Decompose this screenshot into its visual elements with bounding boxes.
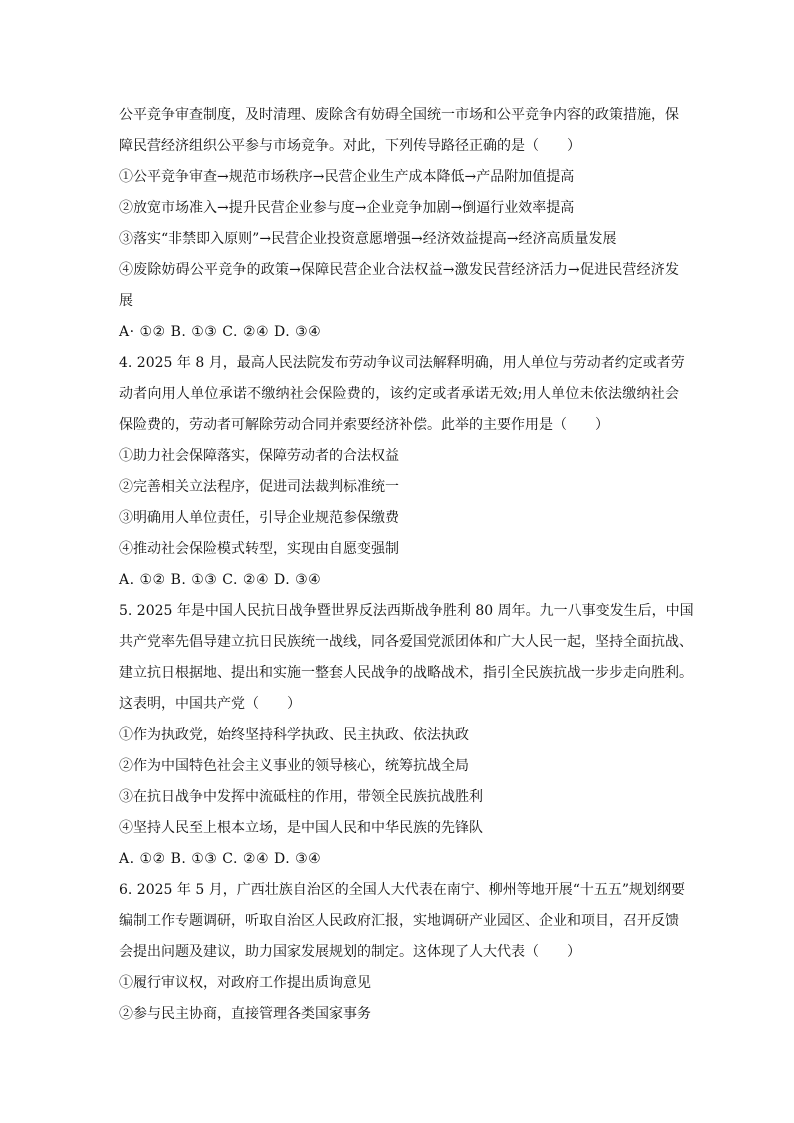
exam-content bbox=[119, 100, 694, 1030]
answer-item: ③明确用人单位责任，引导企业规范参保缴费 bbox=[119, 510, 399, 526]
question-stem-line: 共产党率先倡导建立抗日民族统一战线，同各爱国党派团体和广大人民一起，坚持全面抗战、 bbox=[119, 634, 693, 650]
question-stem-line: 保险费的，劳动者可解除劳动合同并索要经济补偿。此举的主要作用是（ ） bbox=[119, 417, 609, 433]
question-stem-line: 会提出问题及建议，助力国家发展规划的制定。这体现了人大代表（ ） bbox=[119, 944, 581, 960]
answer-item: ①助力社会保障落实，保障劳动者的合法权益 bbox=[119, 448, 399, 464]
answer-item: ④推动社会保险模式转型，实现由自愿变强制 bbox=[119, 541, 399, 557]
question-3 bbox=[119, 100, 679, 348]
answer-item: ④坚持人民至上根本立场，是中国人民和中华民族的先锋队 bbox=[119, 820, 483, 836]
answer-item: ③在抗日战争中发挥中流砥柱的作用，带领全民族抗战胜利 bbox=[119, 789, 483, 805]
answer-options: A· ①② B. ①③ C. ②④ D. ③④ bbox=[119, 324, 322, 340]
question-stem-line: 编制工作专题调研，听取自治区人民政府汇报，实地调研产业园区、企业和项目，召开反馈 bbox=[119, 913, 679, 929]
answer-item: ②作为中国特色社会主义事业的领导核心，统筹抗战全局 bbox=[119, 758, 469, 774]
answer-item: ②参与民主协商，直接管理各类国家事务 bbox=[119, 1006, 371, 1022]
answer-item: ③落实“非禁即入原则”→民营企业投资意愿增强→经济效益提高→经济高质量发展 bbox=[119, 231, 617, 247]
question-4 bbox=[119, 348, 685, 596]
question-6 bbox=[119, 875, 686, 1030]
question-stem-line: 障民营经济组织公平参与市场竞争。对此，下列传导路径正确的是（ ） bbox=[119, 138, 581, 154]
answer-item: ①公平竞争审查→规范市场秩序→民营企业生产成本降低→产品附加值提高 bbox=[119, 169, 575, 185]
question-stem-line: 建立抗日根据地、提出和实施一整套人民战争的战略战术，指引全民族抗战一步步走向胜利。 bbox=[119, 665, 693, 681]
question-5 bbox=[119, 596, 694, 875]
question-stem-line: 公平竞争审查制度，及时清理、废除含有妨碍全国统一市场和公平竞争内容的政策措施，保 bbox=[119, 107, 679, 123]
answer-item: ②完善相关立法程序，促进司法裁判标准统一 bbox=[119, 479, 399, 495]
answer-item: ①作为执政党，始终坚持科学执政、民主执政、依法执政 bbox=[119, 727, 469, 743]
question-stem-line: 这表明，中国共产党（ ） bbox=[119, 696, 301, 712]
question-stem-line: 5. 2025 年是中国人民抗日战争暨世界反法西斯战争胜利 80 周年。九一八事变发生后，中国 bbox=[119, 603, 694, 619]
answer-item: ②放宽市场准入→提升民营企业参与度→企业竞争加剧→倒逼行业效率提高 bbox=[119, 200, 575, 216]
question-stem-line: 动者向用人单位承诺不缴纳社会保险费的，该约定或者承诺无效;用人单位未依法缴纳社会 bbox=[119, 386, 679, 402]
answer-item: ①履行审议权，对政府工作提出质询意见 bbox=[119, 975, 371, 991]
question-stem-line: 4. 2025 年 8 月，最高人民法院发布劳动争议司法解释明确，用人单位与劳动者约定或者劳 bbox=[119, 355, 685, 371]
answer-options: A. ①② B. ①③ C. ②④ D. ③④ bbox=[119, 851, 322, 867]
answer-item: 展 bbox=[119, 293, 133, 309]
answer-options: A. ①② B. ①③ C. ②④ D. ③④ bbox=[119, 572, 322, 588]
question-stem-line: 6. 2025 年 5 月，广西壮族自治区的全国人大代表在南宁、柳州等地开展“十五五”规划纲要 bbox=[119, 882, 686, 898]
answer-item: ④废除妨碍公平竞争的政策→保障民营企业合法权益→激发民营经济活力→促进民营经济发 bbox=[119, 262, 679, 278]
